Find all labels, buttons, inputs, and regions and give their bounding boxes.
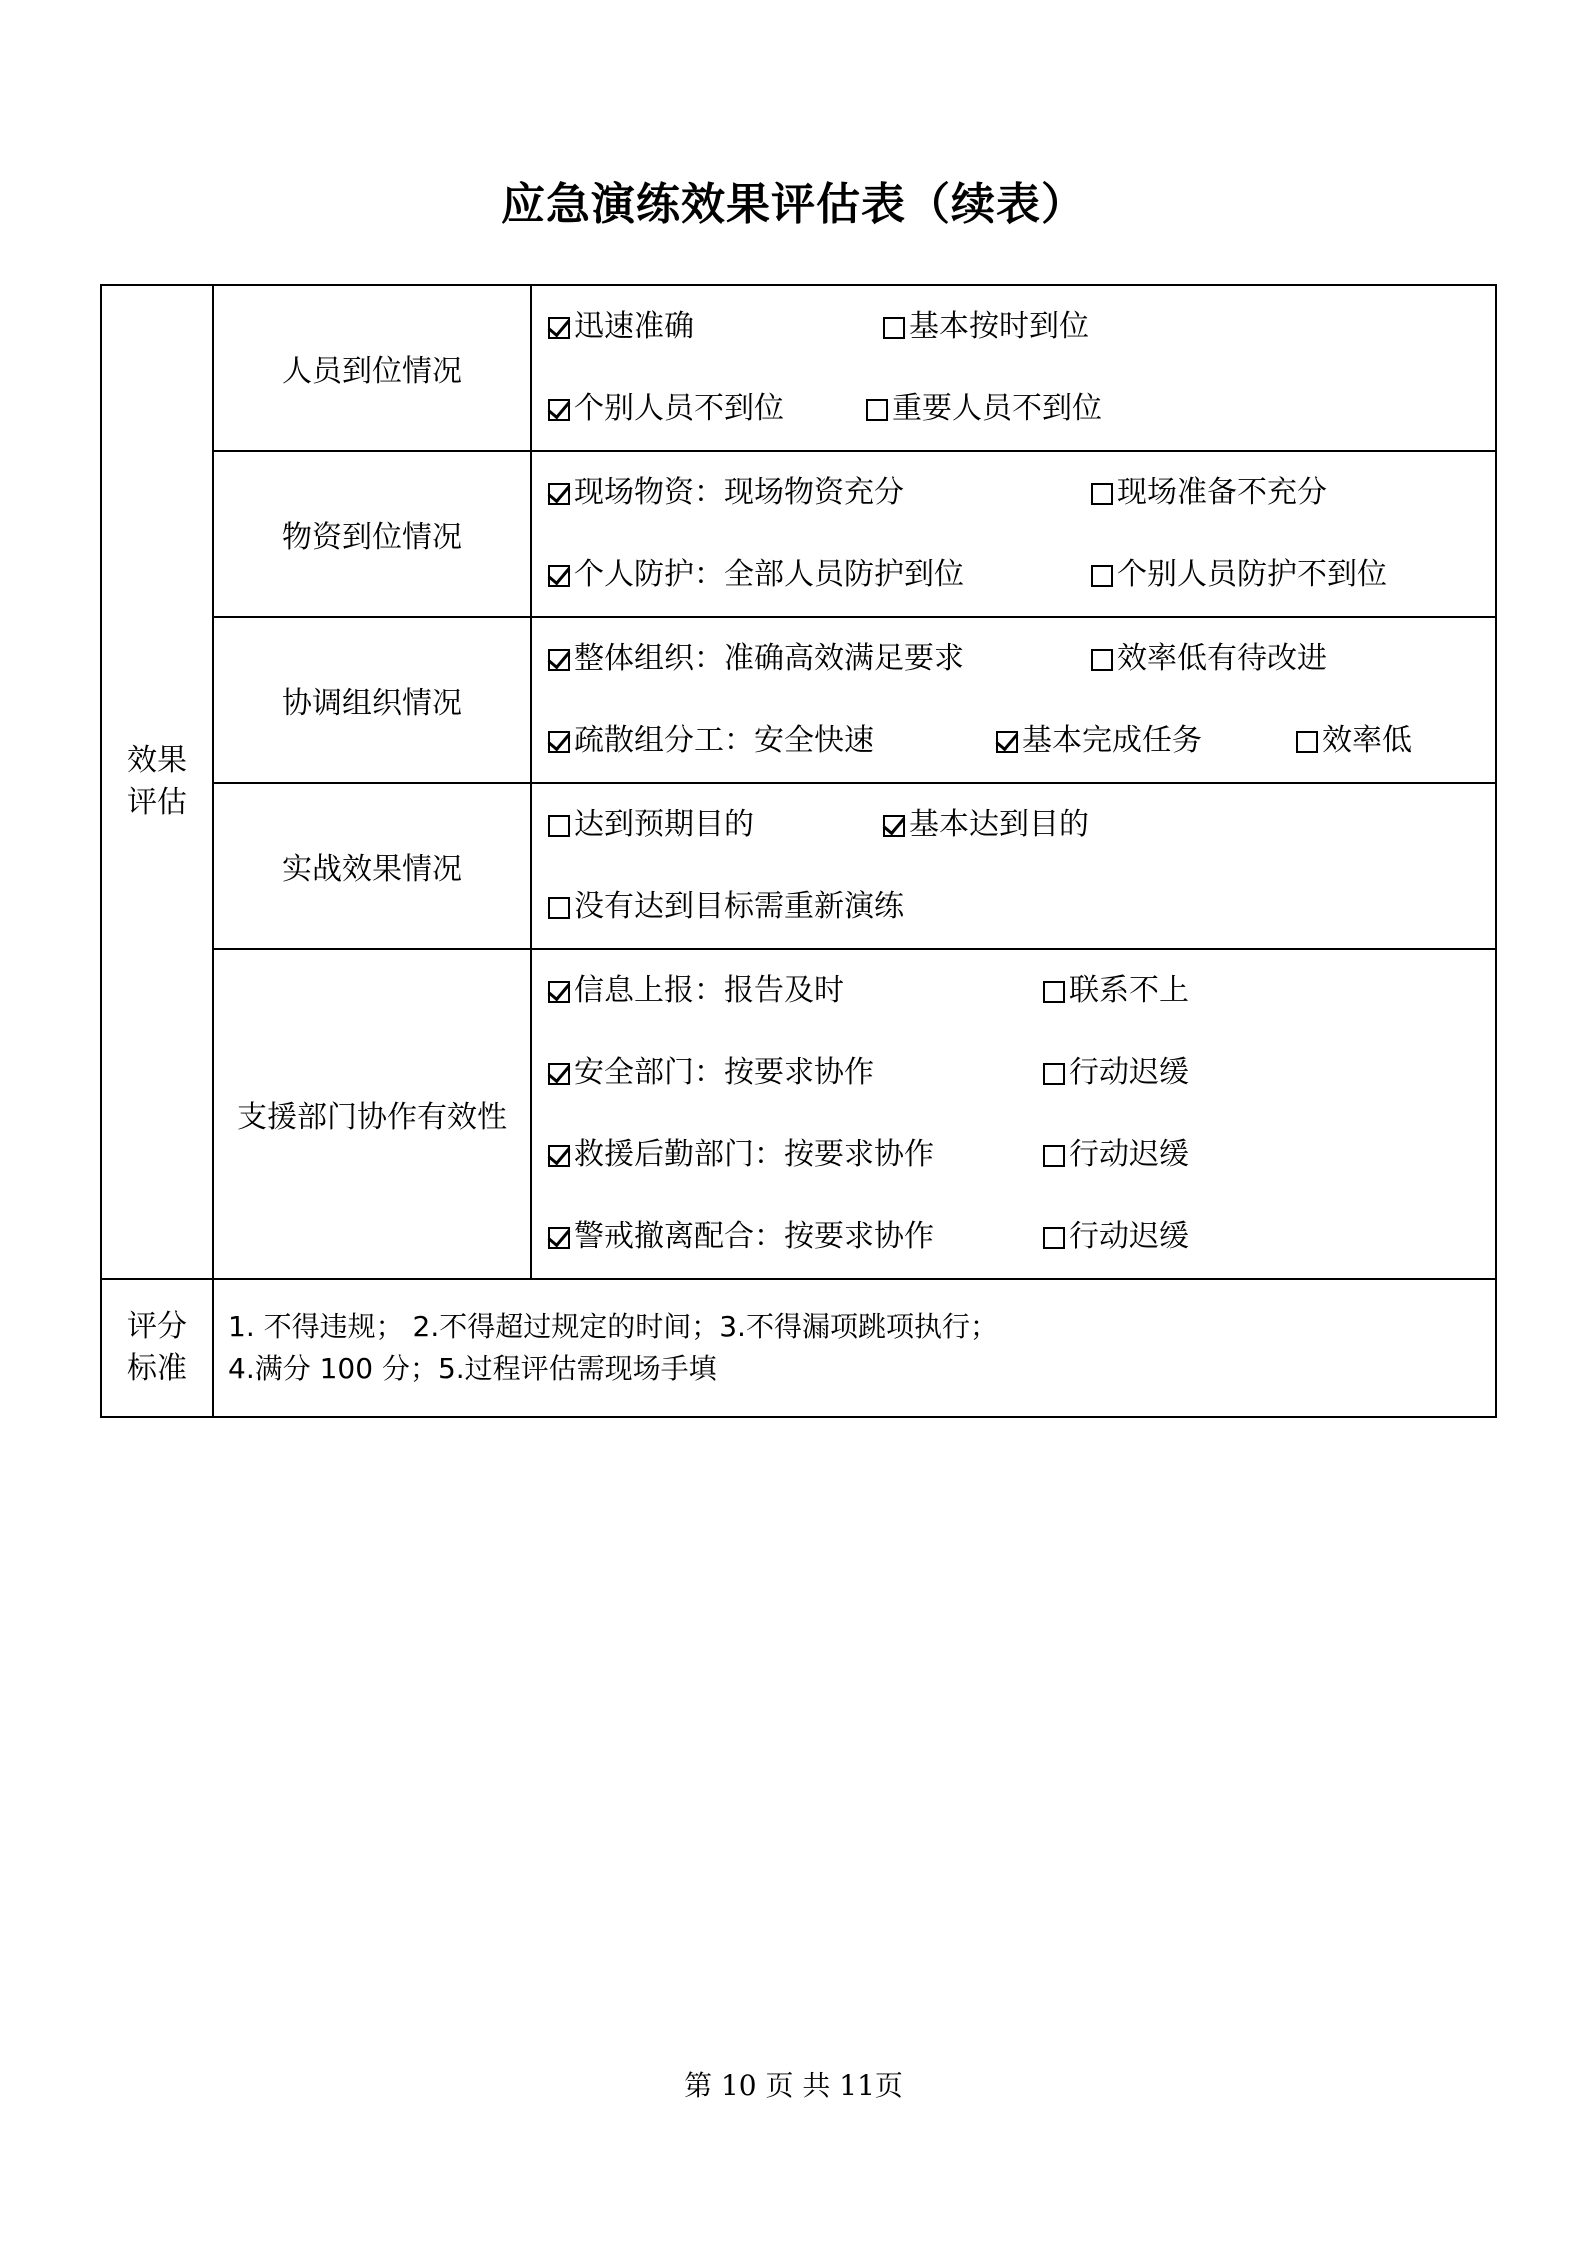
option-line <box>548 700 1495 782</box>
checkbox-option[interactable] <box>548 1196 934 1278</box>
option-line <box>548 1114 1495 1196</box>
evaluation-row <box>101 617 1496 783</box>
checkbox-option[interactable] <box>548 700 874 782</box>
criteria-row <box>101 1279 1496 1417</box>
item-label: 实战效果情况 <box>213 783 531 949</box>
checkbox-option[interactable] <box>548 866 904 948</box>
option-label: 疏散组分工：安全快速 <box>574 723 874 758</box>
option-label: 联系不上 <box>1069 973 1189 1008</box>
page-title: 应急演练效果评估表（续表） <box>501 179 1086 230</box>
unchecked-box-icon[interactable] <box>883 317 905 339</box>
item-label: 支援部门协作有效性 <box>213 949 531 1279</box>
checkbox-option[interactable] <box>548 286 694 368</box>
checkbox-option[interactable] <box>866 368 1102 450</box>
checkbox-option[interactable] <box>548 1114 934 1196</box>
checkbox-option[interactable] <box>548 452 904 534</box>
evaluation-row <box>101 783 1496 949</box>
item-label: 人员到位情况 <box>213 285 531 451</box>
evaluation-row <box>101 285 1496 451</box>
checkbox-option[interactable] <box>1043 1032 1189 1114</box>
option-label: 安全部门：按要求协作 <box>574 1055 874 1090</box>
option-line <box>548 286 1495 368</box>
options-cell <box>531 451 1496 617</box>
checkbox-option[interactable] <box>883 784 1089 866</box>
option-line <box>548 1196 1495 1278</box>
checked-box-icon[interactable] <box>548 399 570 421</box>
criteria-line2: 4.满分 100 分；5.过程评估需现场手填 <box>228 1352 717 1385</box>
checked-box-icon[interactable] <box>548 1063 570 1085</box>
option-label: 效率低 <box>1322 723 1412 758</box>
option-label: 迅速准确 <box>574 309 694 344</box>
unchecked-box-icon[interactable] <box>548 815 570 837</box>
unchecked-box-icon[interactable] <box>548 897 570 919</box>
option-line <box>548 368 1495 450</box>
unchecked-box-icon[interactable] <box>1043 1227 1065 1249</box>
unchecked-box-icon[interactable] <box>1043 1145 1065 1167</box>
option-label: 整体组织：准确高效满足要求 <box>574 641 964 676</box>
checkbox-option[interactable] <box>548 368 784 450</box>
checked-box-icon[interactable] <box>548 1145 570 1167</box>
evaluation-row <box>101 451 1496 617</box>
option-label: 个别人员不到位 <box>574 391 784 426</box>
unchecked-box-icon[interactable] <box>1296 731 1318 753</box>
unchecked-box-icon[interactable] <box>1043 1063 1065 1085</box>
option-label: 效率低有待改进 <box>1117 641 1327 676</box>
criteria-label-line1: 评分 <box>127 1309 187 1344</box>
unchecked-box-icon[interactable] <box>1091 565 1113 587</box>
option-label: 基本按时到位 <box>909 309 1089 344</box>
option-line <box>548 866 1495 948</box>
checked-box-icon[interactable] <box>548 731 570 753</box>
category-label-line1: 效果 <box>127 743 187 778</box>
checked-box-icon[interactable] <box>548 565 570 587</box>
option-label: 重要人员不到位 <box>892 391 1102 426</box>
checkbox-option[interactable] <box>996 700 1202 782</box>
page-footer: 第 10 页 共 11页 <box>684 2069 903 2102</box>
options-cell <box>531 949 1496 1279</box>
checkbox-option[interactable] <box>548 784 754 866</box>
option-label: 个人防护：全部人员防护到位 <box>574 557 964 592</box>
option-label: 信息上报：报告及时 <box>574 973 844 1008</box>
category-cell <box>101 285 213 1279</box>
checkbox-option[interactable] <box>548 950 844 1032</box>
checkbox-option[interactable] <box>1296 700 1412 782</box>
checkbox-option[interactable] <box>1091 618 1327 700</box>
checkbox-option[interactable] <box>1091 452 1327 534</box>
option-line <box>548 784 1495 866</box>
option-line <box>548 452 1495 534</box>
unchecked-box-icon[interactable] <box>1043 981 1065 1003</box>
option-label: 现场物资：现场物资充分 <box>574 475 904 510</box>
option-label: 达到预期目的 <box>574 807 754 842</box>
checked-box-icon[interactable] <box>548 1227 570 1249</box>
checkbox-option[interactable] <box>1091 534 1387 616</box>
checkbox-option[interactable] <box>548 1032 874 1114</box>
criteria-label-line2: 标准 <box>127 1351 187 1386</box>
item-label: 物资到位情况 <box>213 451 531 617</box>
option-label: 行动迟缓 <box>1069 1219 1189 1254</box>
option-line <box>548 1032 1495 1114</box>
checked-box-icon[interactable] <box>883 815 905 837</box>
evaluation-table-body <box>101 285 1496 1417</box>
checked-box-icon[interactable] <box>548 317 570 339</box>
option-label: 行动迟缓 <box>1069 1055 1189 1090</box>
evaluation-table <box>100 284 1497 1418</box>
checked-box-icon[interactable] <box>548 981 570 1003</box>
checkbox-option[interactable] <box>883 286 1089 368</box>
option-label: 基本完成任务 <box>1022 723 1202 758</box>
option-line <box>548 534 1495 616</box>
option-line <box>548 618 1495 700</box>
checkbox-option[interactable] <box>548 534 964 616</box>
unchecked-box-icon[interactable] <box>1091 483 1113 505</box>
unchecked-box-icon[interactable] <box>1091 649 1113 671</box>
option-label: 行动迟缓 <box>1069 1137 1189 1172</box>
option-label: 现场准备不充分 <box>1117 475 1327 510</box>
option-label: 基本达到目的 <box>909 807 1089 842</box>
option-line <box>548 950 1495 1032</box>
options-cell <box>531 617 1496 783</box>
evaluation-row <box>101 949 1496 1279</box>
checkbox-option[interactable] <box>1043 1196 1189 1278</box>
checkbox-option[interactable] <box>1043 950 1189 1032</box>
option-label: 警戒撤离配合：按要求协作 <box>574 1219 934 1254</box>
checkbox-option[interactable] <box>1043 1114 1189 1196</box>
criteria-text-cell <box>213 1279 1496 1417</box>
criteria-label-cell <box>101 1279 213 1417</box>
unchecked-box-icon[interactable] <box>866 399 888 421</box>
checked-box-icon[interactable] <box>548 483 570 505</box>
option-label: 个别人员防护不到位 <box>1117 557 1387 592</box>
item-label: 协调组织情况 <box>213 617 531 783</box>
checked-box-icon[interactable] <box>996 731 1018 753</box>
option-label: 没有达到目标需重新演练 <box>574 889 904 924</box>
options-cell <box>531 783 1496 949</box>
checked-box-icon[interactable] <box>548 649 570 671</box>
option-label: 救援后勤部门：按要求协作 <box>574 1137 934 1172</box>
category-label-line2: 评估 <box>127 785 187 820</box>
criteria-line1: 1. 不得违规； 2.不得超过规定的时间；3.不得漏项跳项执行； <box>228 1310 998 1343</box>
checkbox-option[interactable] <box>548 618 964 700</box>
options-cell <box>531 285 1496 451</box>
